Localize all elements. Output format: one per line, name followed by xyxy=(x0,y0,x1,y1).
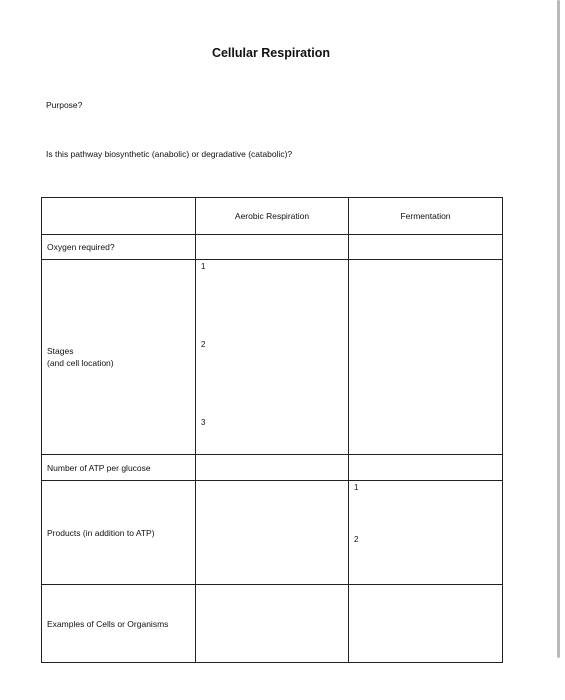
answer-cell-aerobic-examples[interactable] xyxy=(196,585,349,663)
answer-cell-fermentation-atp[interactable] xyxy=(349,455,503,481)
table-header-row xyxy=(42,198,503,235)
answer-cell-fermentation-oxygen[interactable] xyxy=(349,235,503,260)
header-fermentation: Fermentation xyxy=(349,198,503,235)
row-label-examples: Examples of Cells or Organisms xyxy=(42,585,196,663)
row-label-stages-line2: (and cell location) xyxy=(47,358,114,368)
header-aerobic-respiration: Aerobic Respiration xyxy=(196,198,349,235)
page-scrollbar[interactable] xyxy=(557,0,560,658)
answer-cell-aerobic-products[interactable] xyxy=(196,481,349,585)
table-row xyxy=(42,455,503,481)
row-label-oxygen: Oxygen required? xyxy=(42,235,196,260)
header-corner-cell xyxy=(42,198,196,235)
purpose-question: Purpose? xyxy=(46,100,83,110)
stage-number-1: 1 xyxy=(201,262,206,271)
answer-cell-fermentation-stages[interactable] xyxy=(349,260,503,455)
row-label-atp: Number of ATP per glucose xyxy=(42,455,196,481)
product-number-1: 1 xyxy=(354,483,359,492)
comparison-table xyxy=(41,197,503,663)
product-number-2: 2 xyxy=(354,535,359,544)
stage-number-2: 2 xyxy=(201,340,206,349)
answer-cell-fermentation-examples[interactable] xyxy=(349,585,503,663)
answer-cell-fermentation-products[interactable] xyxy=(349,481,503,585)
pathway-question: Is this pathway biosynthetic (anabolic) or degradative (catabolic)? xyxy=(46,149,293,159)
page-title: Cellular Respiration xyxy=(211,46,331,60)
row-label-stages xyxy=(42,260,196,455)
table-row xyxy=(42,235,503,260)
answer-cell-aerobic-oxygen[interactable] xyxy=(196,235,349,260)
row-label-products: Products (in addition to ATP) xyxy=(42,481,196,585)
stage-number-3: 3 xyxy=(201,418,206,427)
table-row xyxy=(42,585,503,663)
table-row xyxy=(42,260,503,455)
answer-cell-aerobic-stages[interactable] xyxy=(196,260,349,455)
table-row xyxy=(42,481,503,585)
row-label-stages-line1: Stages xyxy=(47,346,74,356)
answer-cell-aerobic-atp[interactable] xyxy=(196,455,349,481)
